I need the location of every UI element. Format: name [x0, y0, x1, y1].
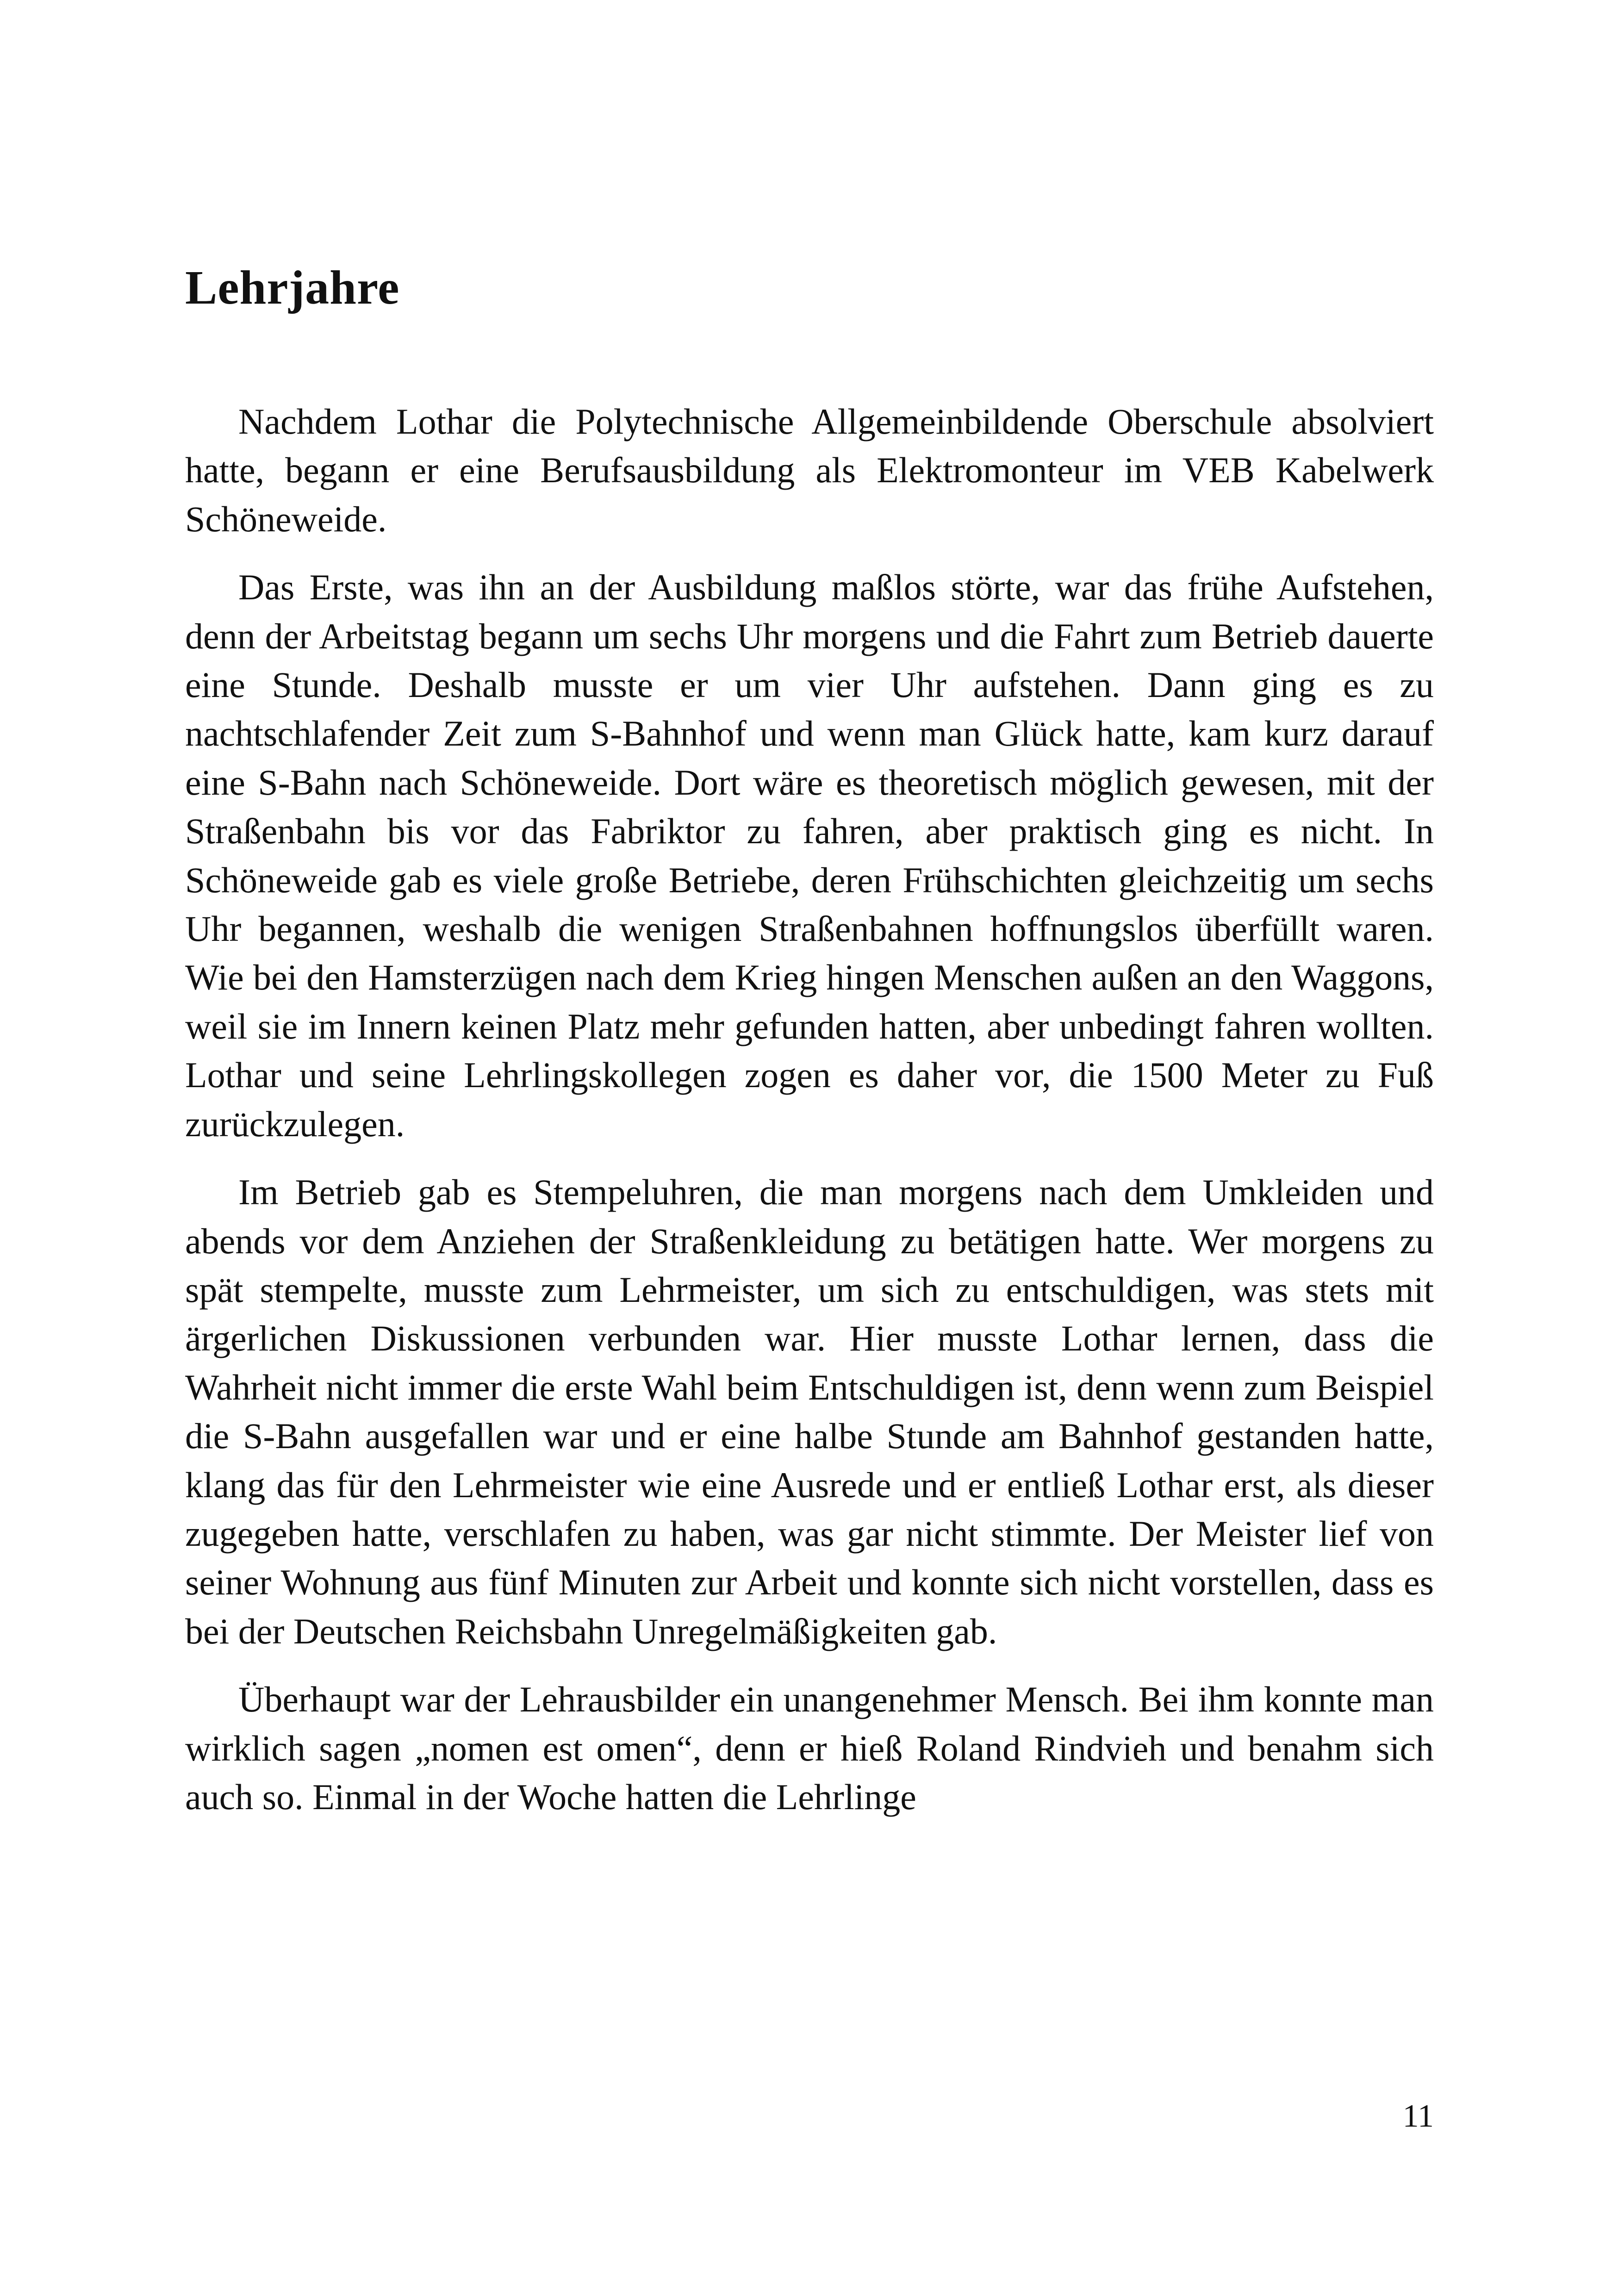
- paragraph: Im Betrieb gab es Stempeluhren, die man morgens nach dem Umkleiden und abends vor dem Anziehen der Straßenkleidung zu betätigen hatte. Wer morgens zu spät stempelte, musste zum Lehrmeister, um sich zu entschuldigen, was stets mit ärgerlichen Diskussionen verbunden war. Hier musste Lothar lernen, dass die Wahrheit nicht immer die erste Wahl beim Entschuldigen ist, denn wenn zum Beispiel die S-Bahn ausgefallen war und er eine halbe Stunde am Bahnhof gestanden hatte, klang das für den Lehrmeister wie eine Ausrede und er entließ Lothar erst, als dieser zugegeben hatte, verschlafen zu haben, was gar nicht stimmte. Der Meister lief von seiner Wohnung aus fünf Minuten zur Arbeit und konnte sich nicht vorstellen, dass es bei der Deutschen Reichsbahn Unregelmäßigkeiten gab.: [185, 1172, 1434, 1651]
- paragraph: Das Erste, was ihn an der Ausbildung maßlos störte, war das frühe Aufstehen, denn der Arbeitstag begann um sechs Uhr morgens und die Fahrt zum Betrieb dauerte eine Stunde. Deshalb musste er um vier Uhr aufstehen. Dann ging es zu nachtschlafender Zeit zum S-Bahnhof und wenn man Glück hatte, kam kurz darauf eine S-Bahn nach Schöneweide. Dort wäre es theoretisch möglich gewesen, mit der Straßenbahn bis vor das Fabriktor zu fahren, aber praktisch ging es nicht. In Schöneweide gab es viele große Betriebe, deren Frühschichten gleichzeitig um sechs Uhr begannen, weshalb die wenigen Straßenbahnen hoffnungslos überfüllt waren. Wie bei den Hamsterzügen nach dem Krieg hingen Menschen außen an den Waggons, weil sie im Innern keinen Platz mehr gefunden hatten, aber unbedingt fahren wollten. Lothar und seine Lehrlingskollegen zogen es daher vor, die 1500 Meter zu Fuß zurückzulegen.: [185, 567, 1434, 1144]
- chapter-title: Lehrjahre: [185, 261, 400, 314]
- paragraph: Nachdem Lothar die Polytechnische Allgemeinbildende Oberschule absolviert hatte, begann er eine Berufsausbildung als Elektromonteur im VEB Kabelwerk Schöneweide.: [185, 401, 1434, 539]
- body-text: [185, 397, 1434, 1821]
- page-number: 11: [1402, 2098, 1434, 2134]
- paragraph: Überhaupt war der Lehrausbilder ein unangenehmer Mensch. Bei ihm konnte man wirklich sagen „nomen est omen“, denn er hieß Roland Rindvieh und benahm sich auch so. Einmal in der Woche hatten die Lehrlinge: [185, 1679, 1434, 1817]
